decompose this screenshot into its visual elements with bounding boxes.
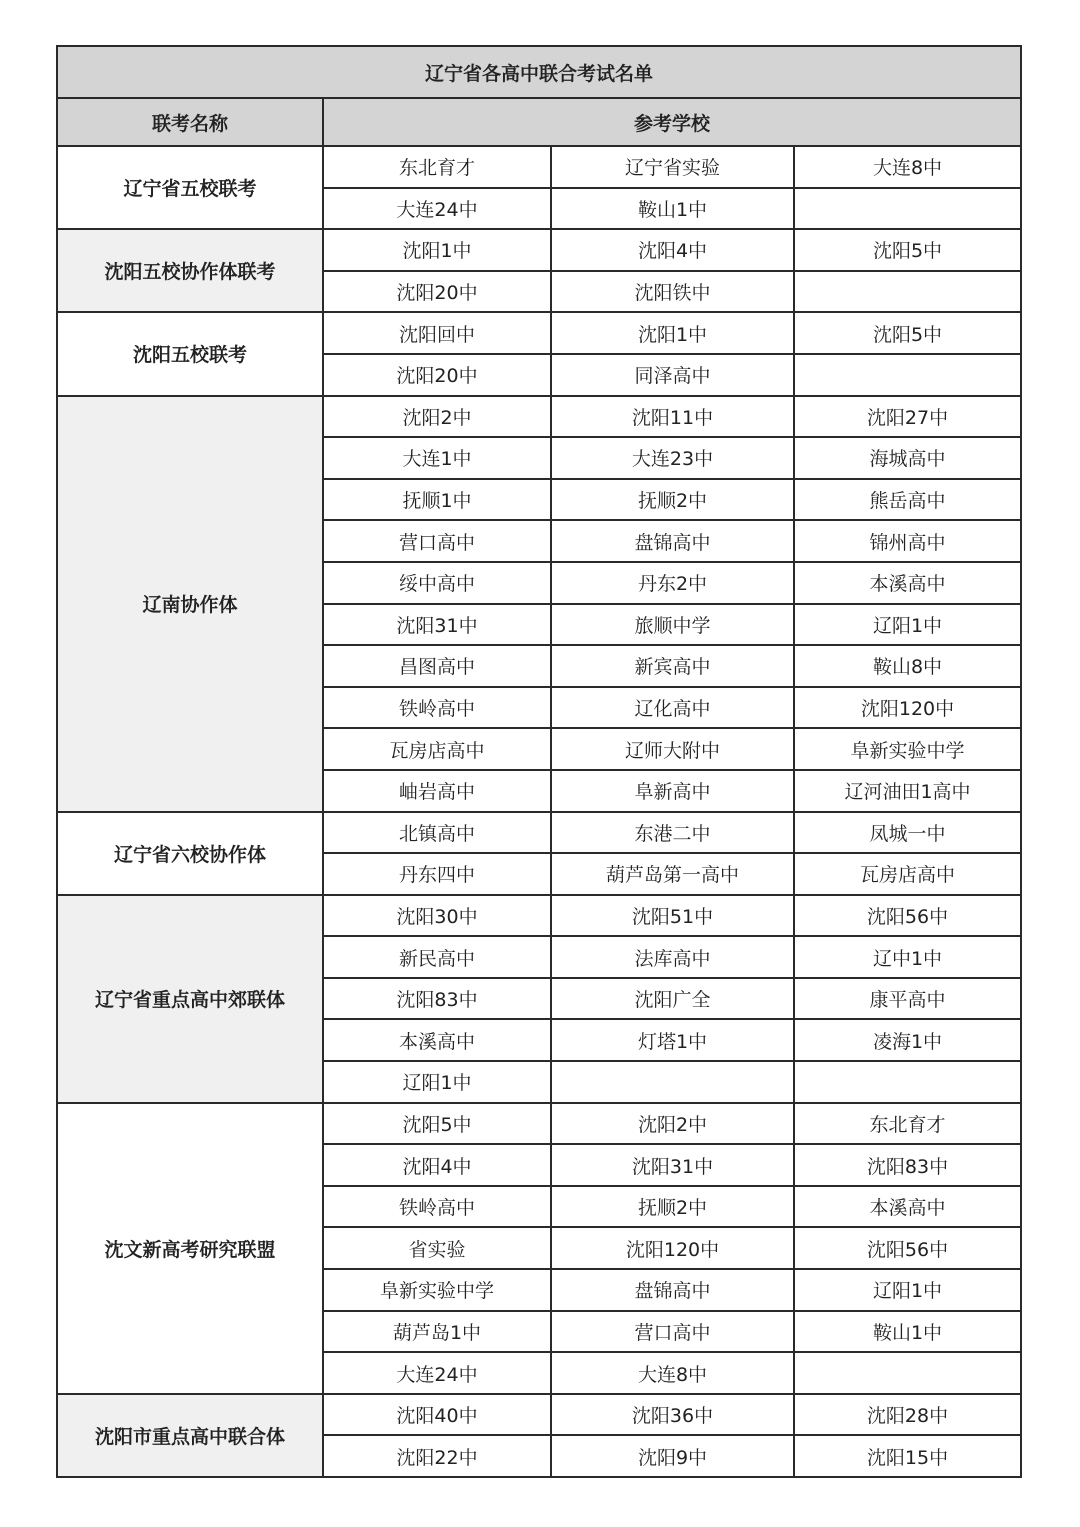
school-cell: 省实验 xyxy=(323,1227,551,1269)
school-cell: 盘锦高中 xyxy=(551,520,794,562)
school-cell: 沈阳31中 xyxy=(551,1144,794,1186)
school-cell: 沈阳5中 xyxy=(323,1103,551,1145)
exam-group-name: 辽宁省重点高中郊联体 xyxy=(57,895,323,1103)
school-cell: 沈阳铁中 xyxy=(551,271,794,313)
school-cell: 沈阳15中 xyxy=(794,1435,1021,1477)
school-cell: 新民高中 xyxy=(323,936,551,978)
school-cell: 沈阳83中 xyxy=(323,978,551,1020)
school-cell xyxy=(794,188,1021,230)
school-cell: 沈阳回中 xyxy=(323,312,551,354)
school-cell: 沈阳56中 xyxy=(794,895,1021,937)
table-row xyxy=(57,812,1021,854)
school-cell: 沈阳4中 xyxy=(551,229,794,271)
school-cell: 旅顺中学 xyxy=(551,604,794,646)
school-cell: 东北育才 xyxy=(794,1103,1021,1145)
school-cell: 康平高中 xyxy=(794,978,1021,1020)
school-cell: 铁岭高中 xyxy=(323,1186,551,1228)
school-cell xyxy=(794,1352,1021,1394)
school-cell: 沈阳2中 xyxy=(323,396,551,438)
school-cell: 辽河油田1高中 xyxy=(794,770,1021,812)
school-cell: 熊岳高中 xyxy=(794,479,1021,521)
school-cell: 鞍山1中 xyxy=(794,1311,1021,1353)
school-cell: 辽化高中 xyxy=(551,687,794,729)
school-cell: 鞍山1中 xyxy=(551,188,794,230)
exam-group-name: 辽南协作体 xyxy=(57,396,323,812)
header-exam-name: 联考名称 xyxy=(57,98,323,146)
school-cell: 东北育才 xyxy=(323,146,551,188)
exam-group-name: 辽宁省六校协作体 xyxy=(57,812,323,895)
school-cell: 岫岩高中 xyxy=(323,770,551,812)
school-cell: 抚顺2中 xyxy=(551,479,794,521)
table-body xyxy=(57,146,1021,1477)
table-row xyxy=(57,146,1021,188)
school-cell: 沈阳5中 xyxy=(794,312,1021,354)
school-cell: 沈阳40中 xyxy=(323,1394,551,1436)
school-cell: 凤城一中 xyxy=(794,812,1021,854)
school-cell: 沈阳83中 xyxy=(794,1144,1021,1186)
table-row xyxy=(57,1103,1021,1145)
school-cell: 大连8中 xyxy=(794,146,1021,188)
exam-group-name: 沈阳五校联考 xyxy=(57,312,323,395)
school-cell: 阜新实验中学 xyxy=(794,728,1021,770)
school-cell: 鞍山8中 xyxy=(794,645,1021,687)
school-cell: 本溪高中 xyxy=(794,562,1021,604)
school-cell xyxy=(794,354,1021,396)
school-cell xyxy=(551,1061,794,1103)
school-cell: 辽中1中 xyxy=(794,936,1021,978)
school-cell: 沈阳20中 xyxy=(323,271,551,313)
school-cell: 葫芦岛第一高中 xyxy=(551,853,794,895)
header-schools: 参考学校 xyxy=(323,98,1021,146)
school-cell: 北镇高中 xyxy=(323,812,551,854)
school-cell: 铁岭高中 xyxy=(323,687,551,729)
exam-group-name: 沈阳五校协作体联考 xyxy=(57,229,323,312)
school-cell: 辽阳1中 xyxy=(794,1269,1021,1311)
school-cell: 沈阳22中 xyxy=(323,1435,551,1477)
school-cell: 凌海1中 xyxy=(794,1019,1021,1061)
school-cell xyxy=(794,271,1021,313)
school-cell: 抚顺2中 xyxy=(551,1186,794,1228)
school-cell: 沈阳120中 xyxy=(794,687,1021,729)
school-cell: 辽宁省实验 xyxy=(551,146,794,188)
exam-group-name: 辽宁省五校联考 xyxy=(57,146,323,229)
school-cell: 阜新高中 xyxy=(551,770,794,812)
school-cell: 锦州高中 xyxy=(794,520,1021,562)
school-cell: 沈阳36中 xyxy=(551,1394,794,1436)
school-cell xyxy=(794,1061,1021,1103)
school-cell: 大连24中 xyxy=(323,188,551,230)
school-cell: 沈阳9中 xyxy=(551,1435,794,1477)
school-cell: 沈阳11中 xyxy=(551,396,794,438)
exam-group-name: 沈文新高考研究联盟 xyxy=(57,1103,323,1394)
school-cell: 沈阳2中 xyxy=(551,1103,794,1145)
school-cell: 沈阳1中 xyxy=(551,312,794,354)
school-cell: 本溪高中 xyxy=(323,1019,551,1061)
school-cell: 本溪高中 xyxy=(794,1186,1021,1228)
school-cell: 丹东2中 xyxy=(551,562,794,604)
school-cell: 沈阳51中 xyxy=(551,895,794,937)
school-cell: 丹东四中 xyxy=(323,853,551,895)
table-title: 辽宁省各高中联合考试名单 xyxy=(57,46,1021,98)
school-cell: 盘锦高中 xyxy=(551,1269,794,1311)
table-row xyxy=(57,396,1021,438)
school-cell: 辽师大附中 xyxy=(551,728,794,770)
school-cell: 沈阳5中 xyxy=(794,229,1021,271)
table-row xyxy=(57,312,1021,354)
school-cell: 沈阳27中 xyxy=(794,396,1021,438)
school-cell: 营口高中 xyxy=(551,1311,794,1353)
school-cell: 辽阳1中 xyxy=(323,1061,551,1103)
school-cell: 沈阳1中 xyxy=(323,229,551,271)
school-cell: 辽阳1中 xyxy=(794,604,1021,646)
school-cell: 抚顺1中 xyxy=(323,479,551,521)
school-cell: 瓦房店高中 xyxy=(794,853,1021,895)
school-cell: 大连23中 xyxy=(551,437,794,479)
school-cell: 同泽高中 xyxy=(551,354,794,396)
school-cell: 沈阳20中 xyxy=(323,354,551,396)
school-cell: 大连1中 xyxy=(323,437,551,479)
school-cell: 大连24中 xyxy=(323,1352,551,1394)
school-cell: 沈阳120中 xyxy=(551,1227,794,1269)
school-cell: 灯塔1中 xyxy=(551,1019,794,1061)
school-cell: 瓦房店高中 xyxy=(323,728,551,770)
school-cell: 葫芦岛1中 xyxy=(323,1311,551,1353)
school-cell: 阜新实验中学 xyxy=(323,1269,551,1311)
table-row xyxy=(57,1394,1021,1436)
school-cell: 沈阳31中 xyxy=(323,604,551,646)
school-cell: 营口高中 xyxy=(323,520,551,562)
school-cell: 海城高中 xyxy=(794,437,1021,479)
school-cell: 东港二中 xyxy=(551,812,794,854)
school-cell: 昌图高中 xyxy=(323,645,551,687)
school-cell: 沈阳4中 xyxy=(323,1144,551,1186)
school-cell: 沈阳56中 xyxy=(794,1227,1021,1269)
school-cell: 绥中高中 xyxy=(323,562,551,604)
table-row xyxy=(57,229,1021,271)
exam-group-name: 沈阳市重点高中联合体 xyxy=(57,1394,323,1477)
exam-list-table xyxy=(56,45,1022,1478)
school-cell: 新宾高中 xyxy=(551,645,794,687)
school-cell: 沈阳30中 xyxy=(323,895,551,937)
school-cell: 沈阳28中 xyxy=(794,1394,1021,1436)
school-cell: 法库高中 xyxy=(551,936,794,978)
school-cell: 沈阳广全 xyxy=(551,978,794,1020)
school-cell: 大连8中 xyxy=(551,1352,794,1394)
table-row xyxy=(57,895,1021,937)
